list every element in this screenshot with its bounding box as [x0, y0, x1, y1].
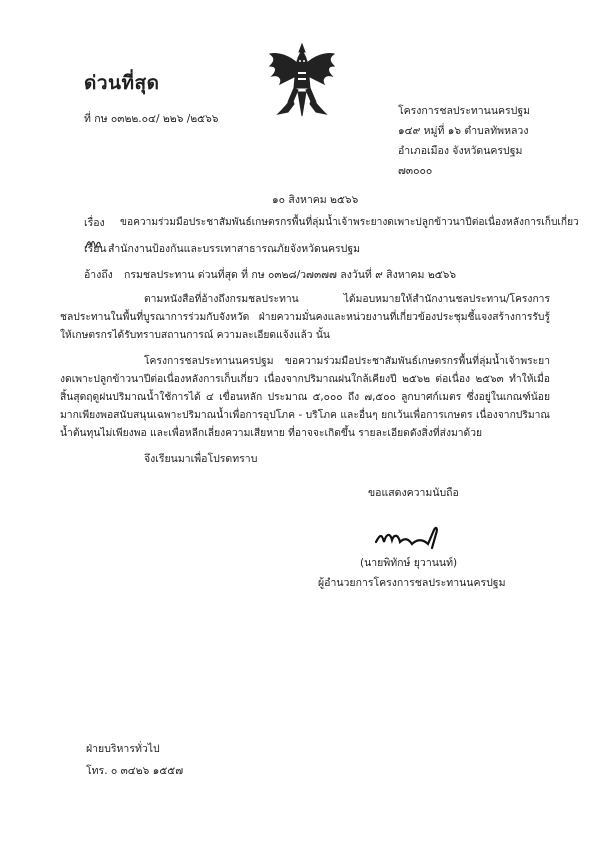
reference-number: ที่ กษ ๐๓๒๒.๐๔/ ๒๒๖ /๒๕๖๖: [84, 113, 219, 125]
body-closing-sentence: จึงเรียนมาเพื่อโปรดทราบ: [144, 453, 258, 465]
signatory-position: ผู้อำนวยการโครงการชลประทานนครปฐม: [318, 577, 506, 589]
subject-text: ขอความร่วมมือประชาสัมพันธ์เกษตรกรพื้นที่ลุ่มน้ำเจ้าพระยางดเพาะปลูกข้าวนาปีต่อเนื่องหลังการเก็บเกี่ยว: [120, 217, 579, 228]
sender-name: โครงการชลประทานนครปฐม: [398, 105, 531, 117]
handwritten-mark: [84, 238, 104, 252]
body-paragraph: โครงการชลประทานนครปฐม ขอความร่วมมือประชาสัมพันธ์เกษตรกรพื้นที่ลุ่มน้ำเจ้าพระยางดเพาะปลูกข้าวนาปีต่อเนื่องหลังการเก็บเกี่ยว เนื่องจากปริมาณฝนใกล้เคียงปี ๒๕๖๒ ต่อเนื่อง ๒๕๖๓ ทำให้เมื่อสิ้นสุดฤดูฝนปริมาณน้ำใช้การได้ ๔ เขื่อนหลัก ประมาณ ๕,๐๐๐ ถึง ๗,๕๐๐ ลูกบาศก์เมตร ซึ่งอยู่ในเกณฑ์น้อยมากเพียงพอสนับสนุนเฉพาะปริมาณน้ำเพื่อการอุปโภค - บริโภค และอื่นๆ ยกเว้นเพื่อการเกษตร เนื่องจากปริมาณน้ำต้นทุนไม่เพียงพอ และเพื่อหลีกเลี่ยงความเสียหาย ที่อาจจะเกิดขึ้น รายละเอียดดังสิ่งที่ส่งมาด้วย: [60, 355, 550, 439]
footer-department: ฝ่ายบริหารทั่วไป: [86, 743, 160, 755]
footer-phone: โทร. ๐ ๓๔๒๖ ๑๕๕๗: [86, 765, 184, 777]
closing-salutation: ขอแสดงความนับถือ: [368, 487, 459, 499]
sender-address-line: ๑๔๙ หมู่ที่ ๑๖ ตำบลทัพหลวง: [398, 125, 529, 137]
letter-date: ๑๐ สิงหาคม ๒๕๖๖: [272, 194, 359, 206]
subject-label: เรื่อง: [84, 217, 105, 229]
reference-label: อ้างถึง: [84, 269, 113, 281]
reference-text: กรมชลประทาน ด่วนที่สุด ที่ กษ ๐๓๒๘/ว๗๓๗๗ ลงวันที่ ๙ สิงหาคม ๒๕๖๖: [124, 269, 457, 281]
body-paragraph: ตามหนังสือที่อ้างถึงกรมชลประทาน ได้มอบหมายให้สำนักงานชลประทาน/โครงการชลประทานในพื้นที่บูรณาการร่วมกับจังหวัด ฝ่ายความมั่นคงและหน่วยงานที่เกี่ยวข้องประชุมชี้แจงสร้างการรับรู้ให้เกษตรกรได้รับทราบสถานการณ์ ความละเอียดแจ้งแล้ว นั้น: [60, 293, 550, 341]
garuda-emblem-icon: [268, 42, 336, 118]
sender-address-line: อำเภอเมือง จังหวัดนครปฐม: [398, 145, 523, 157]
sender-postal-code: ๗๓๐๐๐: [398, 165, 433, 177]
signatory-name: (นายพิทักษ์ ยุวานนท์): [360, 557, 458, 569]
handwritten-signature: [372, 520, 462, 554]
recipient-text: สำนักงานป้องกันและบรรเทาสาธารณภัยจังหวัดนครปฐม: [108, 243, 361, 255]
urgency-label: ด่วนที่สุด: [84, 72, 160, 94]
recipient-label: เรียน: [84, 243, 107, 255]
